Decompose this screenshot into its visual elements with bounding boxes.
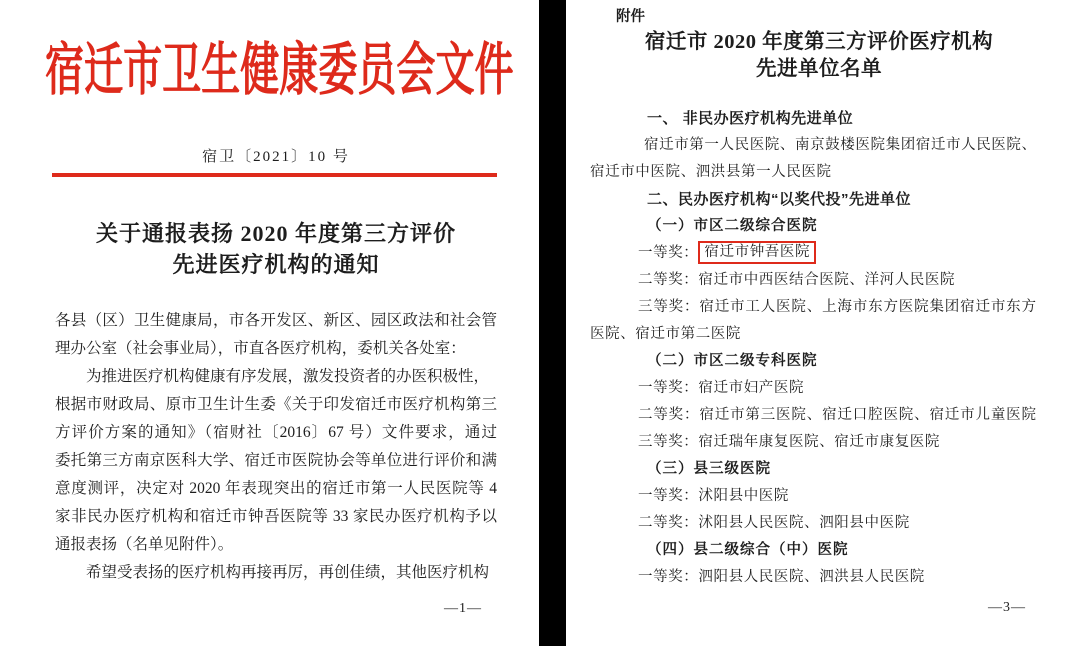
list-line: 三等奖：宿迁瑞年康复医院、宿迁市康复医院	[638, 434, 940, 450]
awards-list	[590, 105, 1036, 591]
notice-title-line2: 先进医疗机构的通知	[172, 252, 380, 277]
body-line: 各县（区）卫生健康局，市各开发区、新区、园区政法和社会管	[55, 312, 497, 329]
list-line: 宿迁市中医院、泗洪县第一人民医院	[590, 164, 832, 180]
page-number-right: —3—	[988, 600, 1026, 615]
list-line: 三等奖：宿迁市工人医院、上海市东方医院集团宿迁市东方	[638, 299, 1036, 315]
appendix-title-line2: 先进单位名单	[756, 58, 882, 80]
body-line: 家非民办医疗机构和宿迁市钟吾医院等 33 家民办医疗机构予以	[55, 508, 497, 525]
red-divider-line	[52, 173, 497, 177]
body-line: 希望受表扬的医疗机构再接再厉，再创佳绩，其他医疗机构	[86, 564, 490, 581]
list-line: 医院、宿迁市第二医院	[590, 326, 741, 342]
award-line-highlighted	[590, 240, 1036, 267]
attachment-label: 附件	[616, 9, 645, 25]
body-line: 方评价方案的通知》（宿财社〔2016〕67 号）文件要求，通过	[55, 424, 497, 441]
subsection-heading: （四）县二级综合（中）医院	[647, 542, 849, 558]
subsection-heading: （一）市区二级综合医院	[647, 218, 818, 234]
notice-title	[55, 218, 497, 280]
subsection-heading: （三）县三级医院	[647, 461, 771, 477]
list-line: 二等奖：沭阳县人民医院、泗阳县中医院	[638, 515, 910, 531]
page-divider-bar	[539, 0, 566, 646]
list-line: 一等奖：沭阳县中医院	[638, 488, 789, 504]
appendix-document-page	[590, 0, 1036, 646]
list-line: 二等奖：宿迁市第三医院、宿迁口腔医院、宿迁市儿童医院	[638, 407, 1036, 423]
body-line: 委托第三方南京医科大学、宿迁市医院协会等单位进行评价和满	[55, 452, 497, 469]
document-number: 宿卫〔2021〕10 号	[202, 149, 350, 165]
body-line: 意度测评，决定对 2020 年表现突出的宿迁市第一人民医院等 4	[55, 480, 497, 497]
subsection-heading: （二）市区二级专科医院	[647, 353, 818, 369]
notice-document-page	[0, 0, 539, 646]
award-highlight-box: 宿迁市钟吾医院	[698, 241, 816, 264]
award-prefix: 一等奖：	[638, 245, 699, 261]
body-line: 理办公室（社会事业局），市直各医疗机构，委机关各处室：	[55, 340, 466, 357]
list-line: 二等奖：宿迁市中西医结合医院、洋河人民医院	[638, 272, 956, 288]
notice-body	[55, 307, 497, 587]
body-line: 通报表扬（名单见附件）。	[55, 536, 234, 553]
appendix-title	[602, 29, 1036, 83]
list-line: 一等奖：泗阳县人民医院、泗洪县人民医院	[638, 569, 925, 585]
list-line: 一等奖：宿迁市妇产医院	[638, 380, 805, 396]
agency-header-title: 宿迁市卫生健康委员会文件	[45, 39, 514, 102]
page-number-left: —1—	[444, 601, 482, 616]
notice-title-line1: 关于通报表扬 2020 年度第三方评价	[95, 221, 456, 246]
section-heading: 一、 非民办医疗机构先进单位	[647, 110, 854, 127]
section-heading: 二、民办医疗机构“以奖代投”先进单位	[647, 191, 912, 208]
appendix-title-line1: 宿迁市 2020 年度第三方评价医疗机构	[644, 31, 994, 53]
body-line: 为推进医疗机构健康有序发展，激发投资者的办医积极性，	[86, 368, 490, 385]
list-line: 宿迁市第一人民医院、南京鼓楼医院集团宿迁市人民医院、	[644, 137, 1036, 153]
body-line: 根据市财政局、原市卫生计生委《关于印发宿迁市医疗机构第三	[55, 396, 497, 413]
